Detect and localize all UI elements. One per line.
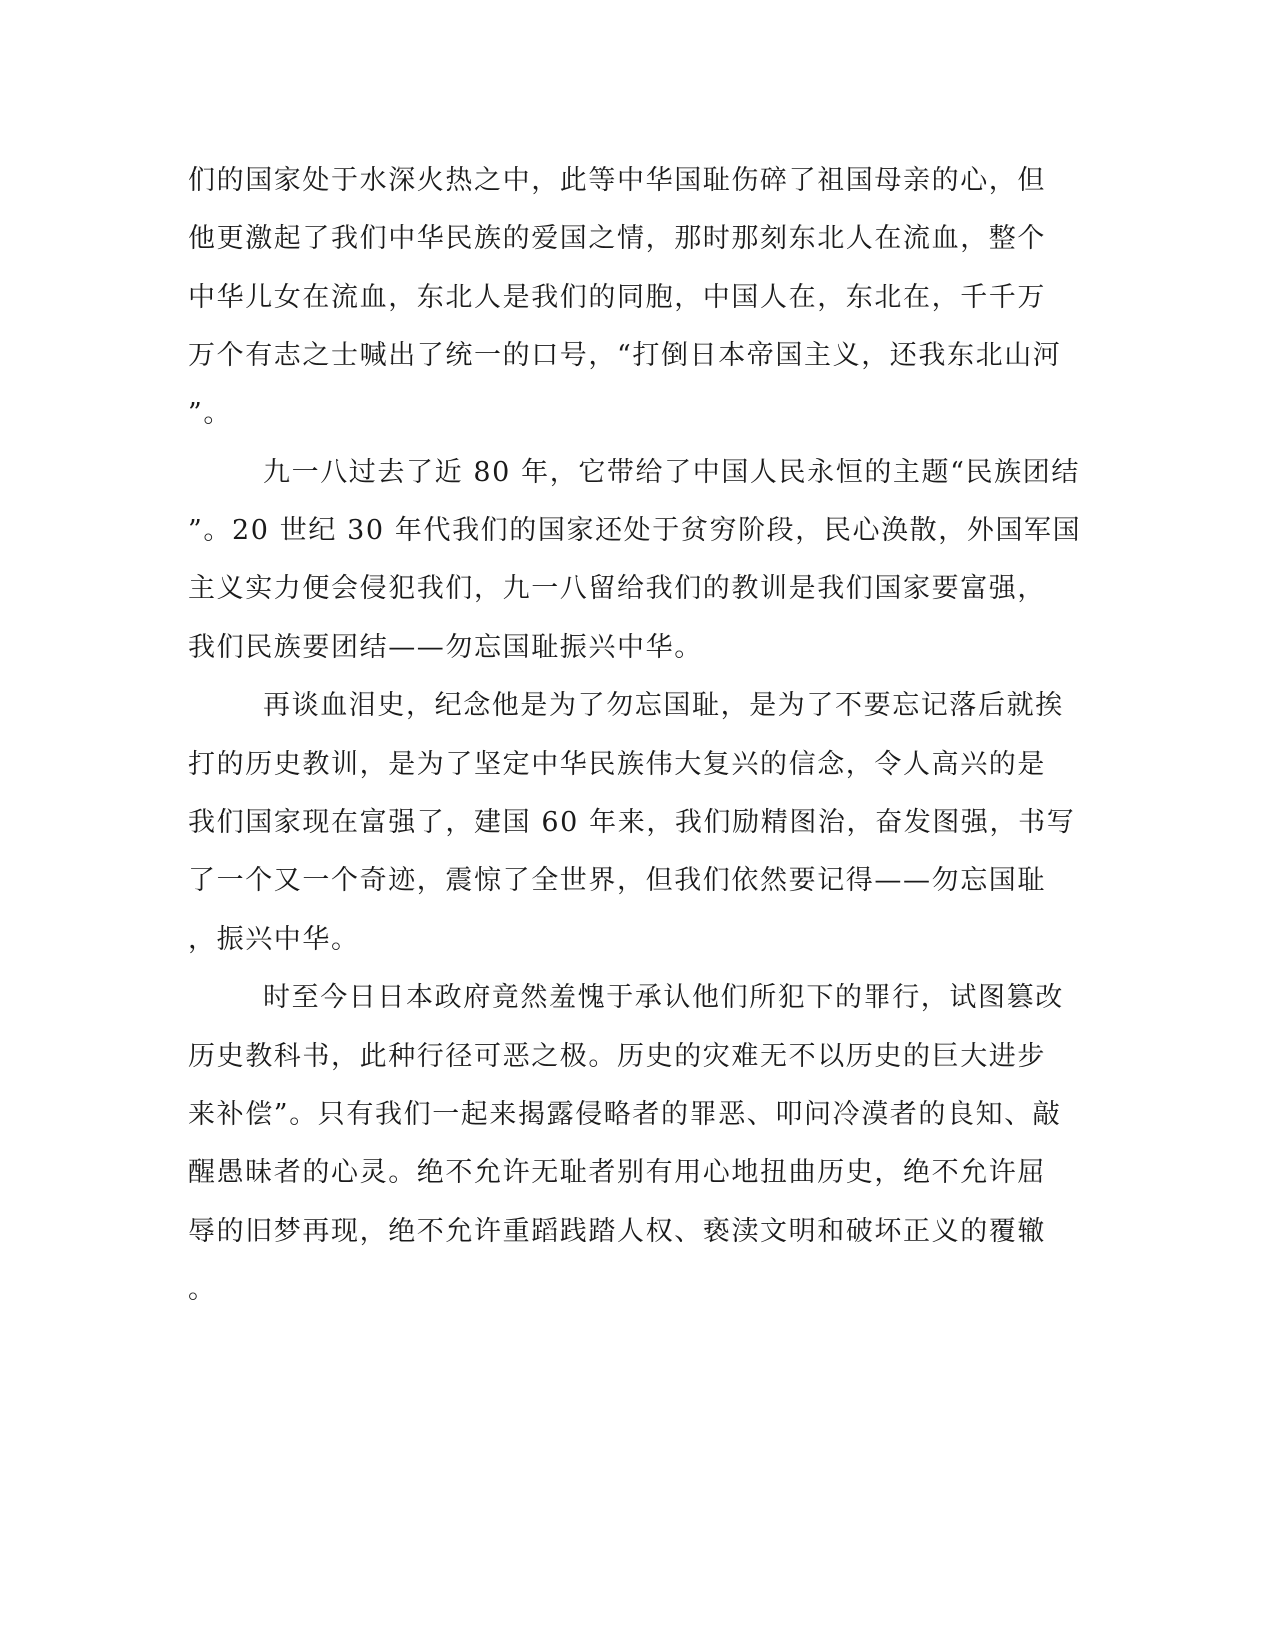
- paragraph-1-line-5: ”。: [188, 398, 233, 429]
- paragraph-1-line-4: 万个有志之士喊出了统一的口号，“打倒日本帝国主义，还我东北山河: [188, 340, 1062, 371]
- paragraph-4-line-6: 。: [188, 1274, 217, 1305]
- paragraph-2-line-4: 我们民族要团结——勿忘国耻振兴中华。: [188, 632, 703, 663]
- paragraph-3-line-4: 了一个又一个奇迹，震惊了全世界，但我们依然要记得——勿忘国耻: [188, 865, 1046, 896]
- paragraph-3-line-5: ，振兴中华。: [188, 924, 360, 955]
- paragraph-2-line-3: 主义实力便会侵犯我们，九一八留给我们的教训是我们国家要富强，: [188, 573, 1046, 604]
- paragraph-1-line-1: 们的国家处于水深火热之中，此等中华国耻伤碎了祖国母亲的心，但: [188, 165, 1046, 196]
- paragraph-1-line-2: 他更激起了我们中华民族的爱国之情，那时那刻东北人在流血，整个: [188, 223, 1046, 254]
- paragraph-1-line-3: 中华儿女在流血，东北人是我们的同胞，中国人在，东北在，千千万: [188, 282, 1046, 313]
- paragraph-2-line-2: ”。20 世纪 30 年代我们的国家还处于贫穷阶段，民心涣散，外国军国: [188, 515, 1082, 546]
- paragraph-3-line-2: 打的历史教训，是为了坚定中华民族伟大复兴的信念，令人高兴的是: [188, 749, 1046, 780]
- paragraph-3-line-3: 我们国家现在富强了，建国 60 年来，我们励精图治，奋发图强，书写: [188, 807, 1076, 838]
- paragraph-3-line-1: 再谈血泪史，纪念他是为了勿忘国耻，是为了不要忘记落后就挨: [263, 690, 1064, 721]
- paragraph-2-line-1: 九一八过去了近 80 年，它带给了中国人民永恒的主题“民族团结: [263, 457, 1080, 488]
- paragraph-4-line-5: 辱的旧梦再现，绝不允许重蹈践踏人权、亵渎文明和破坏正义的覆辙: [188, 1216, 1046, 1247]
- paragraph-4-line-3: 来补偿”。只有我们一起来揭露侵略者的罪恶、叩问冷漠者的良知、敲: [188, 1099, 1062, 1130]
- paragraph-4-line-1: 时至今日日本政府竟然羞愧于承认他们所犯下的罪行，试图篡改: [263, 982, 1064, 1013]
- paragraph-4-line-2: 历史教科书，此种行径可恶之极。历史的灾难无不以历史的巨大进步: [188, 1041, 1046, 1072]
- paragraph-4-line-4: 醒愚昧者的心灵。绝不允许无耻者别有用心地扭曲历史，绝不允许屈: [188, 1157, 1046, 1188]
